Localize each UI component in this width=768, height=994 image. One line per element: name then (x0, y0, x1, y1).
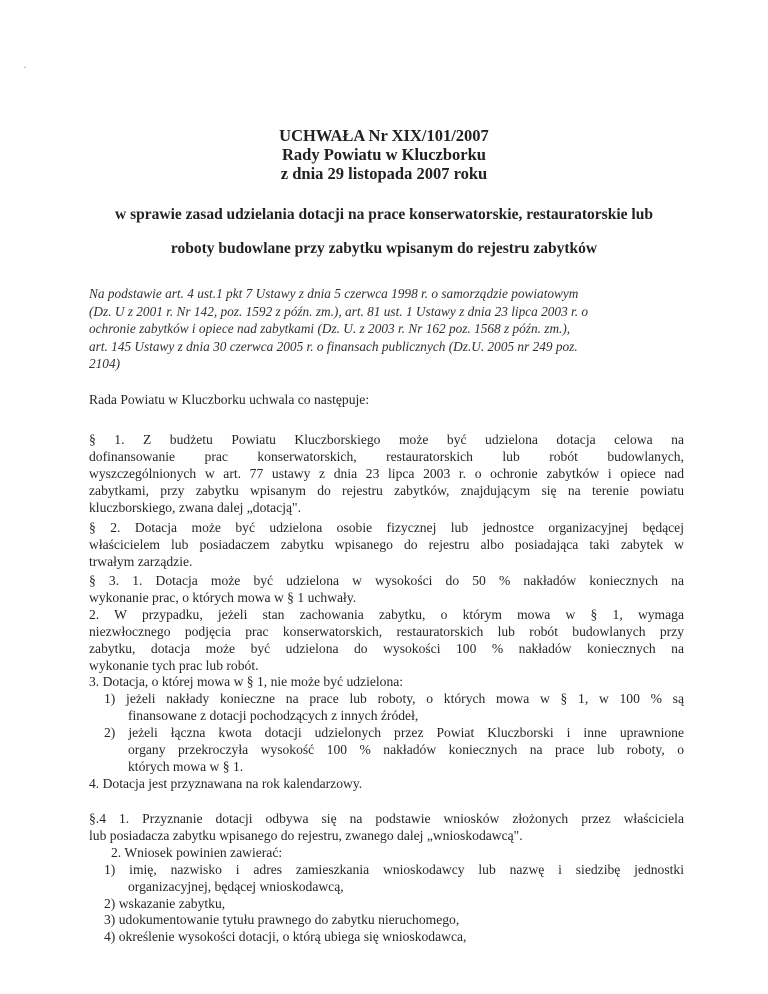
paragraph-line: wyszczególnionych w art. 77 ustawy z dnia 23 lipca 2003 r. o ochronie zabytków i opiece nad (89, 465, 684, 481)
paragraph-line: 4. Dotacja jest przyznawana na rok kalendarzowy. (89, 775, 363, 791)
resolution-subject (0, 205, 768, 259)
subject-line: roboty budowlane przy zabytku wpisanym do rejestru zabytków (170, 240, 598, 257)
paragraph-line: trwałym zarządzie. (89, 553, 193, 569)
section-2 (89, 520, 684, 571)
list-item: 2) jeżeli łączna kwota dotacji udzielonych przez Powiat Kluczborski i inne uprawnione (104, 725, 684, 741)
intro-paragraph (89, 392, 684, 409)
paragraph-line: kluczborskiego, zwana dalej „dotacją". (89, 499, 302, 515)
paragraph-line: lub posiadacza zabytku wpisanego do rejestru, zwanego dalej „wnioskodawcą". (89, 827, 523, 843)
basis-line: ochronie zabytków i opiece nad zabytkami (Dz. U. z 2003 r. Nr 162 poz. 1568 z późn. zm.), (89, 321, 571, 337)
section-4 (89, 811, 684, 946)
paragraph-line: § 1. Z budżetu Powiatu Kluczborskiego może być udzielona dotacja celowa na (89, 432, 684, 447)
basis-line: Na podstawie art. 4 ust.1 pkt 7 Ustawy z dnia 5 czerwca 1998 r. o samorządzie powiatowym (89, 286, 579, 301)
basis-line: art. 145 Ustawy z dnia 30 czerwca 2005 r. o finansach publicznych (Dz.U. 2005 nr 249 poz. (89, 338, 578, 354)
paragraph-line: wykonanie prac, o których mowa w § 1 uchwały. (89, 589, 357, 605)
intro-line: Rada Powiatu w Kluczborku uchwala co następuje: (89, 392, 370, 407)
paragraph-line: właścicielem lub posiadaczem zabytku wpisanego do rejestru albo posiadająca taki zabytek w (89, 536, 684, 552)
list-item: finansowane z dotacji pochodzących z innych źródeł, (128, 708, 419, 724)
legal-basis (89, 285, 684, 373)
paragraph-line: 2. W przypadku, jeżeli stan zachowania zabytku, o którym mowa w § 1, wymaga (89, 606, 684, 622)
resolution-title: UCHWAŁA Nr XIX/101/2007 (279, 126, 489, 145)
resolution-date: z dnia 29 listopada 2007 roku (280, 164, 488, 183)
list-item: 3) udokumentowanie tytułu prawnego do zabytku nieruchomego, (104, 912, 460, 928)
paragraph-line: 2. Wniosek powinien zawierać: (111, 844, 283, 860)
scan-mark: · (23, 60, 27, 74)
list-item: 2) wskazanie zabytku, (104, 895, 226, 911)
basis-line: 2104) (89, 356, 121, 372)
paragraph-line: niezwłocznego podjęcia prac konserwatorskich, restauratorskich lub robót budowlanych przy (89, 623, 684, 639)
paragraph-line: zabytku, dotacja może być udzielona do wysokości 100 % nakładów koniecznych na (89, 640, 684, 656)
paragraph-line: § 2. Dotacja może być udzielona osobie fizycznej lub jednostce organizacyjnej będącej (89, 520, 684, 535)
section-3 (89, 573, 684, 793)
paragraph-line: 3. Dotacja, o której mowa w § 1, nie może być udzielona: (89, 674, 404, 690)
list-item: 1) jeżeli nakłady konieczne na prace lub roboty, o których mowa w § 1, w 100 % są (104, 691, 684, 707)
paragraph-line: wykonanie tych prac lub robót. (89, 657, 259, 673)
list-item: 4) określenie wysokości dotacji, o którą ubiega się wnioskodawca, (104, 929, 467, 945)
basis-line: (Dz. U z 2001 r. Nr 142, poz. 1592 z późn. zm.), art. 81 ust. 1 Ustawy z dnia 23 lipca 2003 r. o (89, 303, 589, 319)
paragraph-line: §.4 1. Przyznanie dotacji odbywa się na podstawie wniosków złożonych przez właściciela (89, 811, 684, 826)
list-item: których mowa w § 1. (128, 758, 244, 774)
resolution-header (0, 126, 768, 183)
paragraph-line: zabytkami, przy zabytku wpisanym do rejestru zabytków, znajdującym się na terenie powiatu (89, 482, 684, 498)
paragraph-line: § 3. 1. Dotacja może być udzielona w wysokości do 50 % nakładów koniecznych na (89, 573, 684, 588)
list-item: organizacyjnej, będącej wnioskodawcą, (128, 878, 344, 894)
paragraph-line: dofinansowanie prac konserwatorskich, restauratorskich lub robót budowlanych, (89, 448, 684, 464)
list-item: 1) imię, nazwisko i adres zamieszkania wnioskodawcy lub nazwę i siedzibę jednostki (104, 861, 684, 877)
section-1 (89, 432, 684, 517)
subject-line: w sprawie zasad udzielania dotacji na prace konserwatorskie, restauratorskie lub (115, 206, 653, 223)
issuing-body: Rady Powiatu w Kluczborku (282, 145, 486, 164)
list-item: organy przekroczyła wysokość 100 % nakładów koniecznych na prace lub roboty, o (128, 742, 684, 758)
